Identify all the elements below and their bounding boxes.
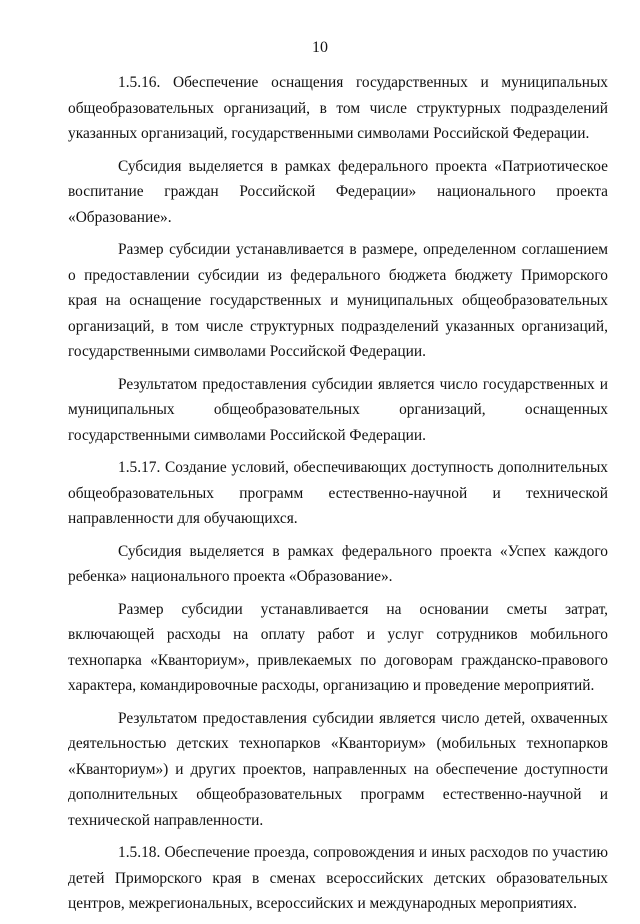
paragraph-subsidy-amount-kvantorium: Размер субсидии устанавливается на основании сметы затрат, включающей расходы на оплату работ и услуг сотрудников мобильного технопарка «Кванториум», привлекаемых по договорам гражданско-правового характера, командировочные расходы, организацию и проведение мероприятий. xyxy=(68,600,608,694)
paragraph-1-5-18: 1.5.18. Обеспечение проезда, сопровождения и иных расходов по участию детей Приморского края в сменах всероссийских детских образовательных центров, межрегиональных, всероссийских и международных мероприятиях. xyxy=(68,844,608,912)
paragraph-result-symbols: Результатом предоставления субсидии является число государственных и муниципальных общеобразовательных организаций, оснащенных государственными символами Российской Федерации. xyxy=(68,375,608,444)
paragraph-1-5-17: 1.5.17. Создание условий, обеспечивающих доступность дополнительных общеобразовательных программ естественно-научной и технической направленности для обучающихся. xyxy=(68,459,608,527)
document-body xyxy=(68,70,608,924)
paragraph-subsidy-project-patriotic: Субсидия выделяется в рамках федерального проекта «Патриотическое воспитание граждан Российской Федерации» национального проекта «Образование». xyxy=(68,157,608,226)
paragraph-result-kvantorium: Результатом предоставления субсидии является число детей, охваченных деятельностью детских технопарков «Кванториум» (мобильных технопарков «Кванториум») и других проектов, направленных на обеспечение доступности дополнительных общеобразовательных программ естественно-научной и технической направленности. xyxy=(68,709,608,829)
paragraph-1-5-16: 1.5.16. Обеспечение оснащения государственных и муниципальных общеобразовательных организаций, в том числе структурных подразделений указанных организаций, государственными символами Российской Федерации. xyxy=(68,74,608,142)
page-number: 10 xyxy=(312,39,328,56)
paragraph-subsidy-project-success: Субсидия выделяется в рамках федерального проекта «Успех каждого ребенка» национального проекта «Образование». xyxy=(68,542,608,585)
paragraph-subsidy-amount-symbols: Размер субсидии устанавливается в размере, определенном соглашением о предоставлении субсидии из федерального бюджета бюджету Приморского края на оснащение государственных и муниципальных общеобразовательных организаций, в том числе структурных подразделений указанных организаций, государственными символами Российской Федерации. xyxy=(68,241,608,360)
